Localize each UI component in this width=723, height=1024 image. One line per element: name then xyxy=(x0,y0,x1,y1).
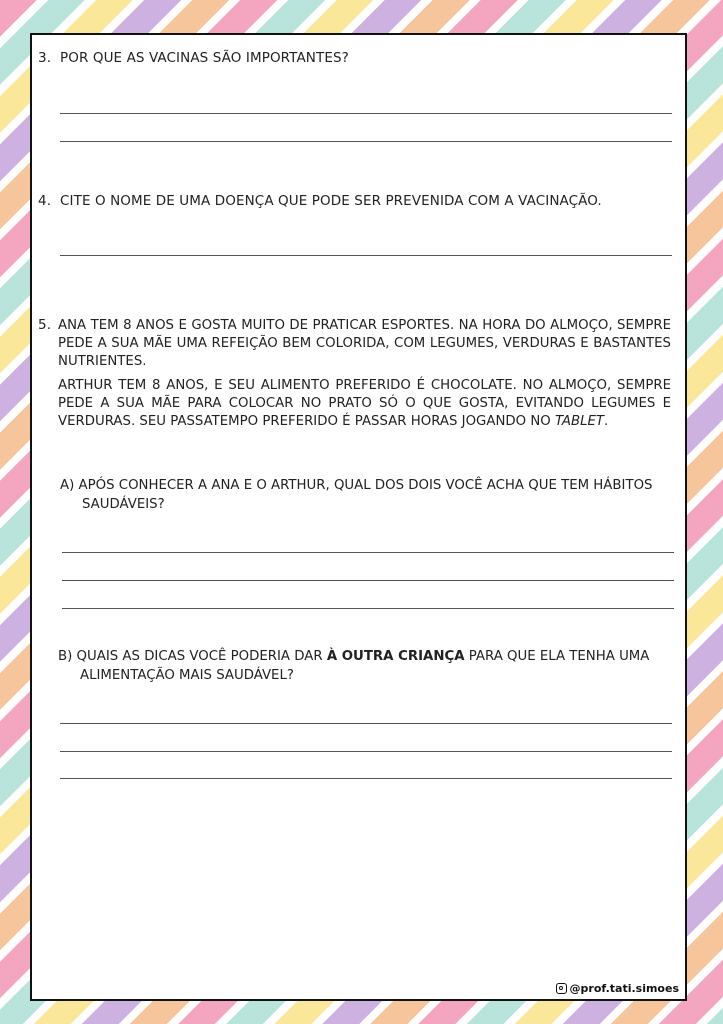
question-3 xyxy=(38,50,349,66)
answer-line[interactable] xyxy=(62,580,674,581)
answer-line[interactable] xyxy=(60,141,672,142)
question-4 xyxy=(38,193,602,209)
answer-line[interactable] xyxy=(62,608,674,609)
answer-line[interactable] xyxy=(60,255,672,256)
answer-line[interactable] xyxy=(62,552,674,553)
question-5-number: 5. xyxy=(38,317,52,333)
answer-line[interactable] xyxy=(60,778,672,779)
answer-line[interactable] xyxy=(60,751,672,752)
paragraph-arthur-text: ARTHUR TEM 8 ANOS, E SEU ALIMENTO PREFERIDO É CHOCOLATE. NO ALMOÇO, SEMPRE PEDE A SUA MÃE PARA COLOCAR NO PRATO SÓ O QUE GOSTA, EVITANDO LEGUMES E VERDURAS. SEU PASSATEMPO PREFERIDO É PASSAR HORAS JOGANDO NO xyxy=(58,378,671,429)
paragraph-arthur-end: . xyxy=(604,414,609,429)
question-5b-text-end: PARA QUE ELA TENHA UMA ALIMENTAÇÃO MAIS SAUDÁVEL? xyxy=(80,649,650,683)
author-credit xyxy=(556,982,679,995)
question-5b-emphasis: À OUTRA CRIANÇA xyxy=(326,649,465,664)
question-5b xyxy=(58,647,668,685)
paragraph-arthur-tablet: TABLET xyxy=(554,414,605,429)
author-handle: @prof.tati.simoes xyxy=(569,982,679,995)
question-4-text: CITE O NOME DE UMA DOENÇA QUE PODE SER PREVENIDA COM A VACINAÇÃO. xyxy=(60,193,602,209)
question-4-number: 4. xyxy=(38,193,52,209)
question-3-number: 3. xyxy=(38,50,52,66)
instagram-icon xyxy=(556,983,567,994)
question-5a xyxy=(60,476,668,514)
question-5b-label: B) xyxy=(58,649,73,664)
question-3-text: POR QUE AS VACINAS SÃO IMPORTANTES? xyxy=(60,50,349,66)
answer-line[interactable] xyxy=(60,113,672,114)
answer-line[interactable] xyxy=(60,723,672,724)
question-5a-text: APÓS CONHECER A ANA E O ARTHUR, QUAL DOS DOIS VOCÊ ACHA QUE TEM HÁBITOS SAUDÁVEIS? xyxy=(78,478,653,512)
question-5a-label: A) xyxy=(60,478,75,493)
question-5b-text-start: QUAIS AS DICAS VOCÊ PODERIA DAR xyxy=(76,649,327,664)
question-5-paragraph-arthur xyxy=(58,377,671,431)
question-5-paragraph-ana: ANA TEM 8 ANOS E GOSTA MUITO DE PRATICAR ESPORTES. NA HORA DO ALMOÇO, SEMPRE PEDE A SUA MÃE UMA REFEIÇÃO BEM COLORIDA, COM LEGUMES, VERDURAS E BASTANTES NUTRIENTES. xyxy=(58,318,671,369)
worksheet-page xyxy=(30,33,687,1001)
